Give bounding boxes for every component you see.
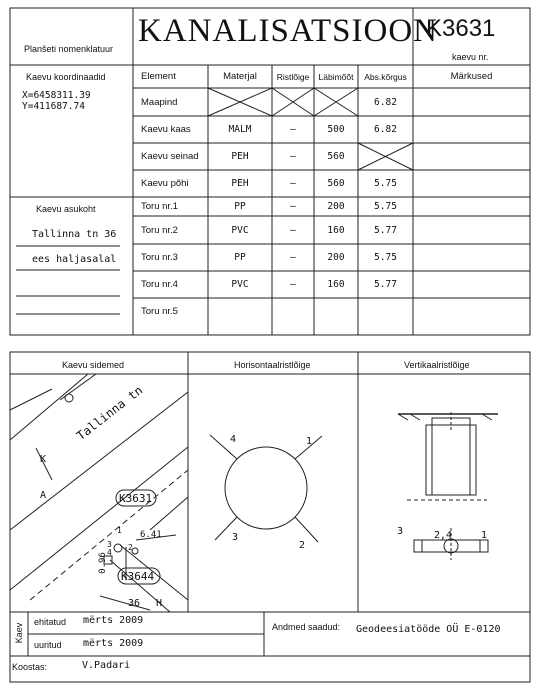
built-value: mërts 2009 (83, 615, 144, 626)
sketch-label: 1 (117, 526, 122, 535)
panel-title-vertical: Vertikaalristlõige (404, 360, 470, 370)
sketch-well-b: K3644 (121, 570, 155, 583)
sketch-well-a: K3631 (119, 492, 153, 505)
table-row-diameter: 160 (327, 224, 345, 236)
table-row-section: – (290, 252, 296, 263)
source-label: Andmed saadud: (272, 622, 341, 632)
table-row-element: Toru nr.4 (141, 279, 178, 290)
table-row-elevation: 5.77 (374, 279, 397, 290)
table-row-element: Kaevu põhi (141, 178, 189, 189)
sketch-letter-k: K (40, 454, 47, 465)
column-header-element: Element (141, 71, 176, 82)
sketch-house-number: 36 (128, 598, 141, 609)
pipe-label: 3 (397, 526, 404, 537)
measured-value: mërts 2009 (83, 638, 144, 649)
table-row-material: PP (234, 201, 246, 212)
table-row-elevation: 5.75 (374, 201, 397, 212)
pipe-label: 4 (230, 434, 237, 445)
table-row-element: Toru nr.2 (141, 224, 178, 236)
table-row-material: MALM (228, 124, 252, 135)
coordinate-y: Y=411687.74 (22, 101, 85, 112)
column-header-section: Ristlõige (276, 71, 310, 82)
sketch-label: 4 (107, 548, 112, 557)
location-label: Kaevu asukoht (36, 204, 96, 214)
table-row-diameter: 500 (327, 124, 345, 135)
author-value: V.Padari (82, 660, 131, 671)
table-row-section: – (290, 151, 296, 162)
table-row-section: – (290, 124, 296, 135)
column-header-elevation: Abs.kõrgus (364, 71, 407, 82)
sketch-letter-a: A (40, 490, 47, 501)
pipe-label: 2,4 (434, 530, 453, 541)
well-number: K3631 (426, 15, 496, 42)
sketch-letter-h: H (156, 598, 163, 609)
table-row-material: PP (234, 252, 246, 263)
table-row-elevation: 5.75 (374, 178, 397, 189)
coordinate-x: X=6458311.39 (22, 90, 91, 101)
table-row-element: Kaevu kaas (141, 124, 191, 135)
sketch-dimension-1: 6.41 (140, 530, 162, 540)
table-row-material: PEH (231, 178, 249, 189)
table-row-diameter: 160 (327, 279, 345, 290)
column-header-diameter: Läbimõõt (318, 71, 354, 82)
built-label: ehitatud (34, 617, 67, 627)
table-row-section: – (290, 178, 296, 189)
document-title: KANALISATSIOON (138, 13, 438, 49)
column-header-notes: Märkused (450, 71, 493, 82)
table-row-element: Toru nr.1 (141, 201, 178, 212)
table-row-element: Toru nr.3 (141, 252, 178, 263)
table-row-section: – (290, 279, 296, 290)
table-row-elevation: 5.75 (374, 252, 397, 263)
table-row-material: PEH (231, 151, 249, 162)
table-row-elevation: 6.82 (374, 124, 397, 135)
table-row-section: – (290, 224, 296, 236)
pipe-label: 1 (306, 436, 313, 447)
table-row-material: PVC (231, 224, 249, 236)
location-line-1: Tallinna tn 36 (32, 229, 117, 240)
location-line-2: ees haljasalal (32, 254, 117, 265)
panel-title-horizontal: Horisontaalristlõige (234, 360, 311, 370)
table-row-section: – (290, 201, 296, 212)
column-header-material: Materjal (223, 71, 257, 82)
table-row-element: Maapind (141, 96, 178, 108)
pipe-label: 2 (299, 540, 306, 551)
table-row-diameter: 560 (327, 178, 345, 189)
table-row-diameter: 560 (327, 151, 345, 162)
table-row-diameter: 200 (327, 252, 345, 263)
well-number-label: kaevu nr. (452, 52, 489, 62)
author-label: Koostas: (12, 662, 48, 672)
sketch-label: 2 (128, 543, 133, 552)
table-row-material: PVC (231, 279, 249, 290)
sketch-street-name: Tallinna tn (74, 383, 146, 444)
source-value: Geodeesiatööde OÜ E-0120 (356, 624, 501, 635)
measured-label: uuritud (34, 640, 62, 650)
pipe-label: 1 (481, 530, 488, 541)
sketch-label: 3 (107, 540, 112, 549)
table-row-elevation: 6.82 (374, 96, 397, 108)
nomenclature-label: Planšeti nomenklatuur (24, 44, 114, 54)
table-row-diameter: 200 (327, 201, 345, 212)
coordinates-label: Kaevu koordinaadid (26, 72, 106, 82)
table-row-elevation: 5.77 (374, 224, 397, 236)
panel-title-ties: Kaevu sidemed (62, 360, 125, 370)
sketch-dimension-2: 0.96 (97, 552, 108, 574)
footer-side-label: Kaev (14, 622, 24, 644)
table-row-element: Toru nr.5 (141, 306, 178, 317)
pipe-label: 3 (232, 532, 239, 543)
table-row-element: Kaevu seinad (141, 151, 199, 162)
